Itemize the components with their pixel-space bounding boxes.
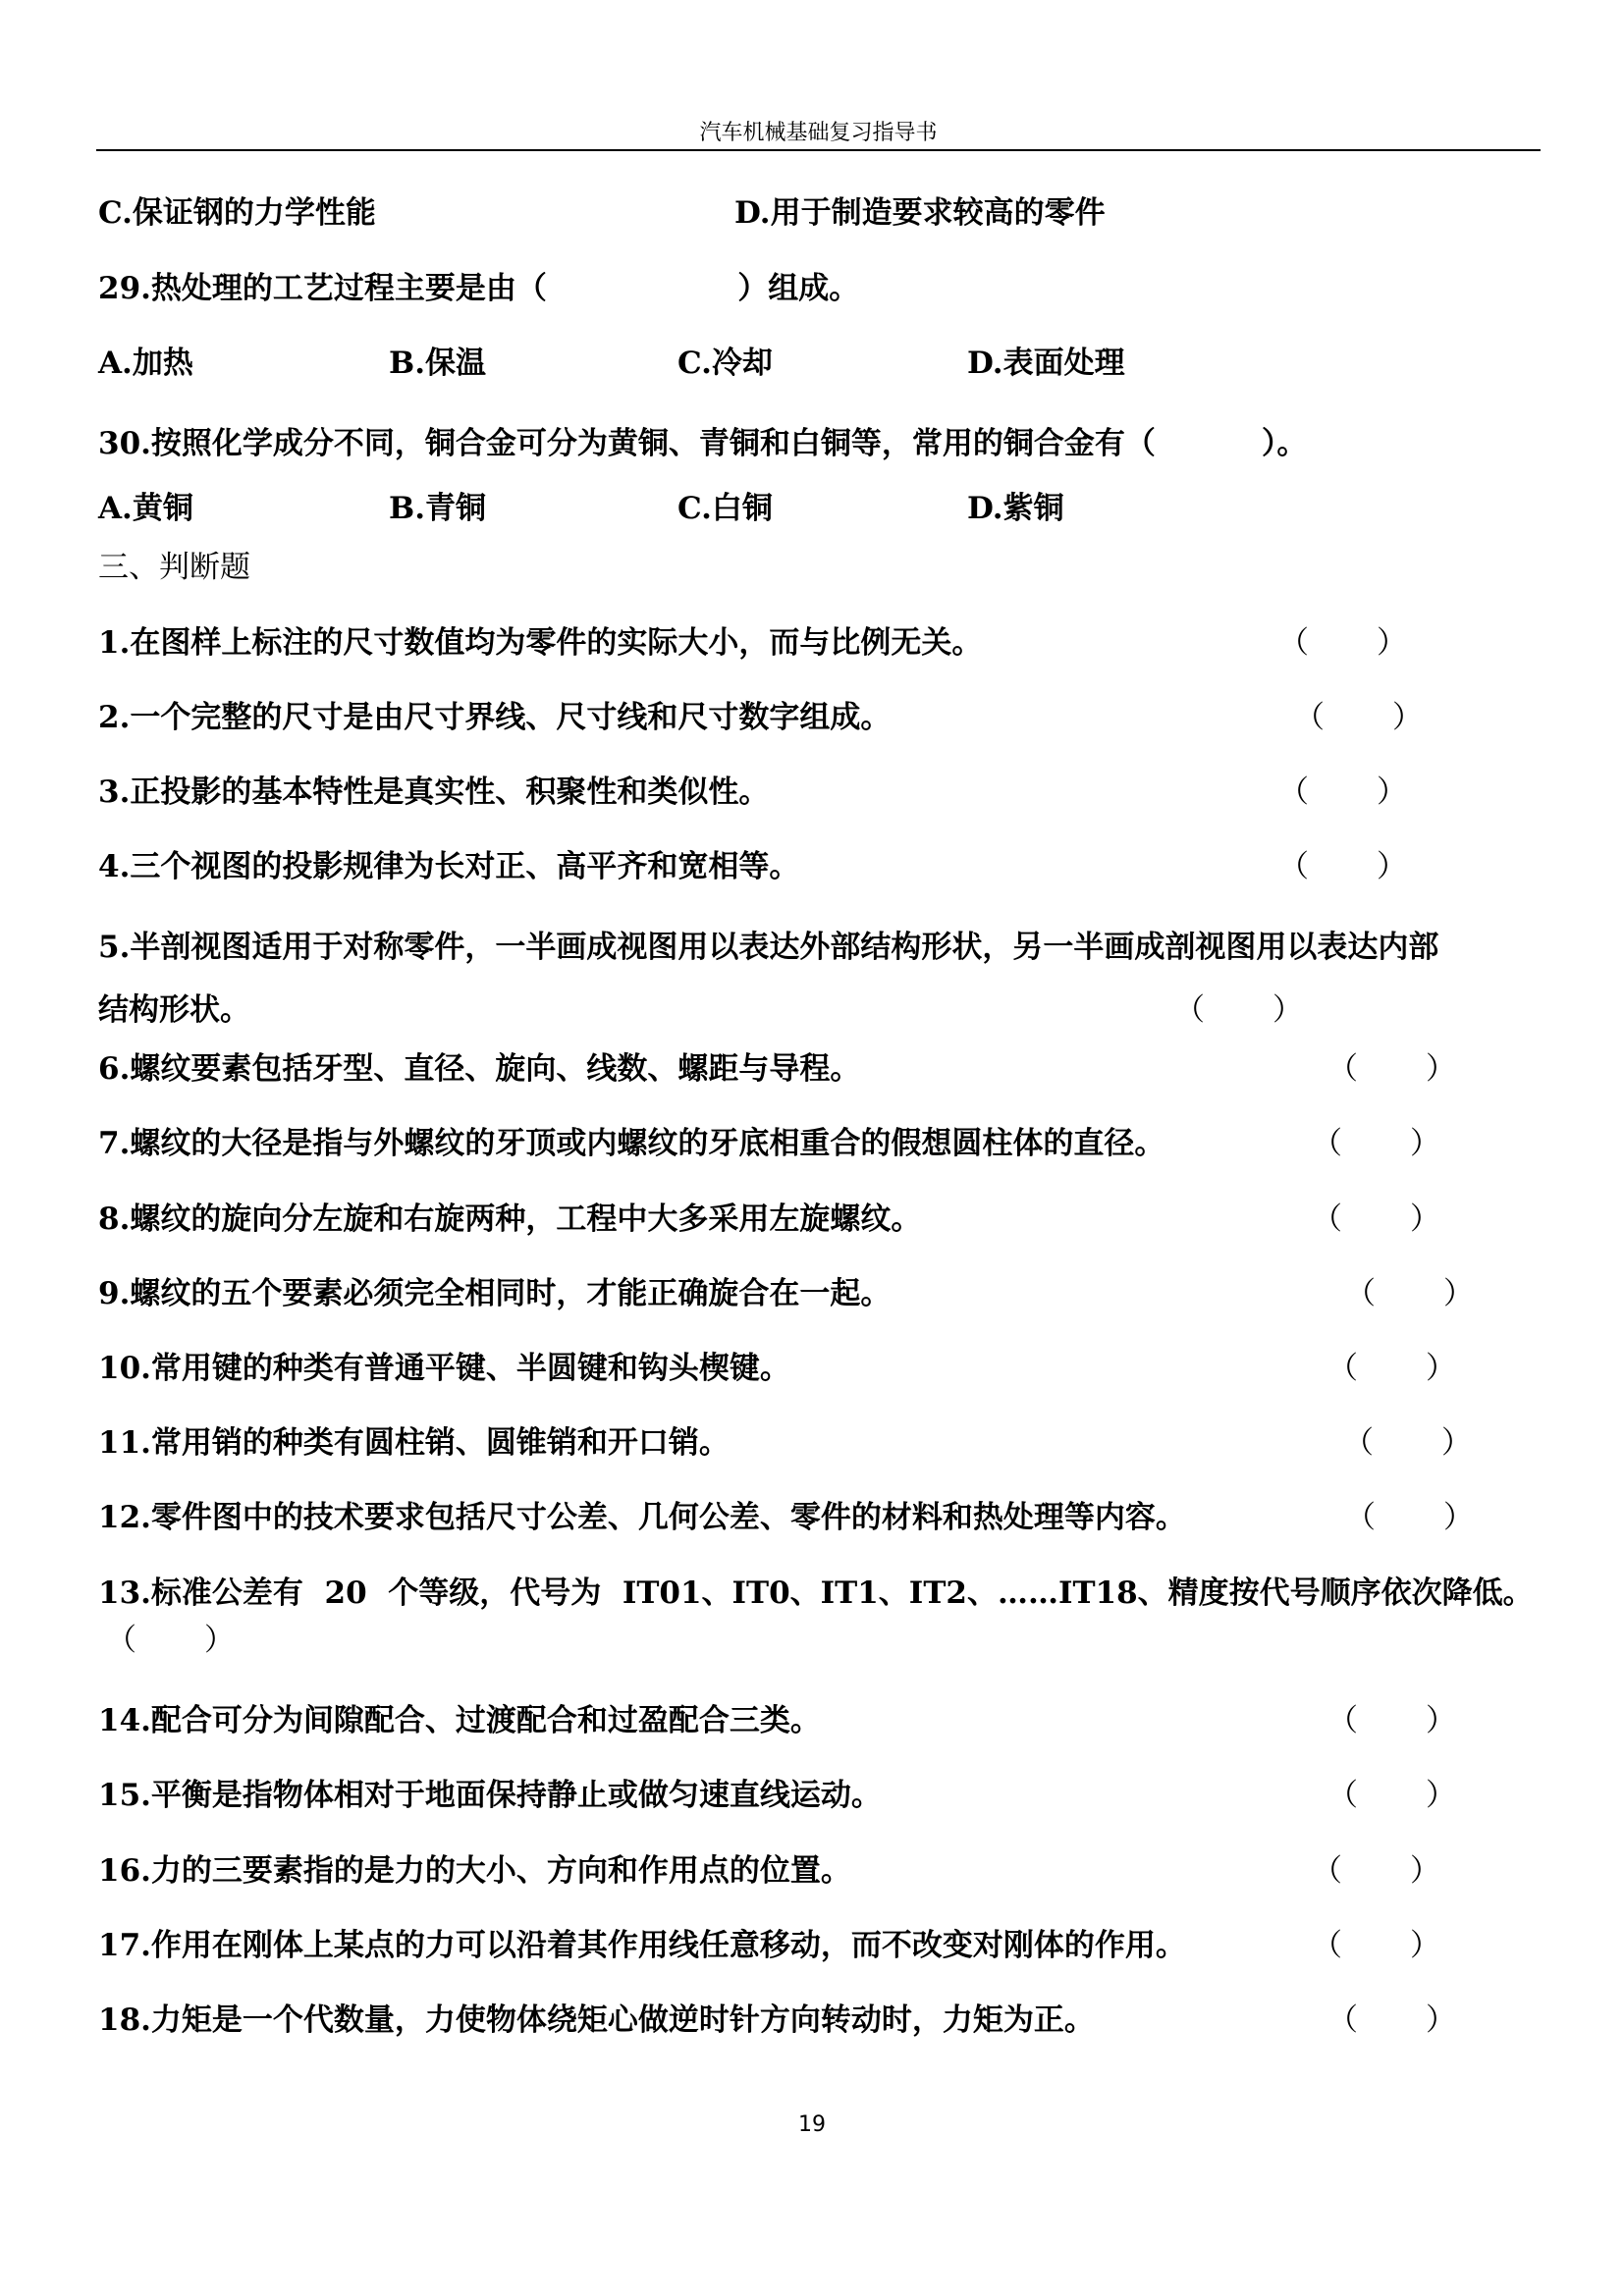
q29-option-b: B.保温: [389, 346, 486, 381]
judgment-item-5: 5.半剖视图适用于对称零件，一半画成视图用以表达外部结构形状，另一半画成剖视图用以表达内部: [98, 930, 1439, 965]
judgment-answer-blank-13: （ ）: [106, 1623, 235, 1658]
judgment-item-16: 16.力的三要素指的是力的大小、方向和作用点的位置。: [98, 1853, 851, 1889]
judgment-item-1: 1.在图样上标注的尺寸数值均为零件的实际大小，而与比例无关。: [98, 625, 983, 661]
q29-option-c: C.冷却: [677, 346, 773, 381]
q29-option-a: A.加热: [98, 346, 193, 381]
judgment-answer-blank-15: （ ）: [1327, 1778, 1456, 1813]
q29-stem: 29.热处理的工艺过程主要是由（ ）组成。: [98, 271, 860, 306]
q30-stem: 30.按照化学成分不同，铜合金可分为黄铜、青铜和白铜等，常用的铜合金有（ ）。: [98, 426, 1308, 461]
judgment-item-2: 2.一个完整的尺寸是由尺寸界线、尺寸线和尺寸数字组成。: [98, 700, 892, 735]
judgment-answer-blank-5: （ ）: [1174, 992, 1303, 1028]
q29-option-d: D.表面处理: [967, 346, 1125, 381]
judgment-answer-blank-7: （ ）: [1312, 1126, 1440, 1161]
judgment-item-8: 8.螺纹的旋向分左旋和右旋两种，工程中大多采用左旋螺纹。: [98, 1201, 922, 1237]
judgment-answer-blank-18: （ ）: [1327, 2002, 1456, 2038]
judgment-item-3: 3.正投影的基本特性是真实性、积聚性和类似性。: [98, 774, 770, 810]
q30-option-a: A.黄铜: [98, 491, 193, 526]
judgment-answer-blank-1: （ ）: [1278, 625, 1407, 661]
judgment-answer-blank-2: （ ）: [1294, 700, 1423, 735]
header-divider: [96, 149, 1541, 151]
judgment-item-7: 7.螺纹的大径是指与外螺纹的牙顶或内螺纹的牙底相重合的假想圆柱体的直径。: [98, 1126, 1165, 1161]
judgment-item-6: 6.螺纹要素包括牙型、直径、旋向、线数、螺距与导程。: [98, 1051, 861, 1087]
page-header-title: 汽车机械基础复习指导书: [699, 121, 938, 145]
q28-option-d: D.用于制造要求较高的零件: [734, 195, 1106, 231]
judgment-item-14: 14.配合可分为间隙配合、过渡配合和过盈配合三类。: [98, 1703, 821, 1738]
q30-option-b: B.青铜: [389, 491, 486, 526]
judgment-answer-blank-8: （ ）: [1312, 1201, 1440, 1237]
judgment-item-13: 13.标准公差有 20 个等级，代号为 IT01、IT0、IT1、IT2、……IT18、精度按代号顺序依次降低。: [98, 1575, 1534, 1611]
judgment-item-9: 9.螺纹的五个要素必须完全相同时，才能正确旋合在一起。: [98, 1276, 892, 1311]
page-number: 19: [798, 2112, 826, 2137]
judgment-item-4: 4.三个视图的投影规律为长对正、高平齐和宽相等。: [98, 849, 800, 884]
q30-option-c: C.白铜: [677, 491, 773, 526]
section-title-judgment: 三、判断题: [98, 550, 250, 585]
judgment-item-12: 12.零件图中的技术要求包括尺寸公差、几何公差、零件的材料和热处理等内容。: [98, 1500, 1186, 1535]
judgment-answer-blank-10: （ ）: [1327, 1351, 1456, 1386]
judgment-answer-blank-9: （ ）: [1345, 1276, 1474, 1311]
q30-option-d: D.紫铜: [967, 491, 1064, 526]
judgment-item-5-continuation: 结构形状。: [98, 992, 250, 1028]
judgment-answer-blank-3: （ ）: [1278, 774, 1407, 810]
judgment-answer-blank-4: （ ）: [1278, 849, 1407, 884]
judgment-item-10: 10.常用键的种类有普通平键、半圆键和钩头楔键。: [98, 1351, 790, 1386]
judgment-answer-blank-11: （ ）: [1343, 1425, 1472, 1461]
judgment-item-15: 15.平衡是指物体相对于地面保持静止或做匀速直线运动。: [98, 1778, 882, 1813]
q28-option-c: C.保证钢的力学性能: [98, 195, 376, 231]
judgment-answer-blank-6: （ ）: [1327, 1051, 1456, 1087]
judgment-item-11: 11.常用销的种类有圆柱销、圆锥销和开口销。: [98, 1425, 730, 1461]
judgment-answer-blank-14: （ ）: [1327, 1703, 1456, 1738]
judgment-item-17: 17.作用在刚体上某点的力可以沿着其作用线任意移动，而不改变对刚体的作用。: [98, 1928, 1186, 1963]
judgment-answer-blank-16: （ ）: [1312, 1853, 1440, 1889]
judgment-answer-blank-17: （ ）: [1312, 1928, 1440, 1963]
judgment-answer-blank-12: （ ）: [1345, 1500, 1474, 1535]
judgment-item-18: 18.力矩是一个代数量，力使物体绕矩心做逆时针方向转动时，力矩为正。: [98, 2002, 1095, 2038]
